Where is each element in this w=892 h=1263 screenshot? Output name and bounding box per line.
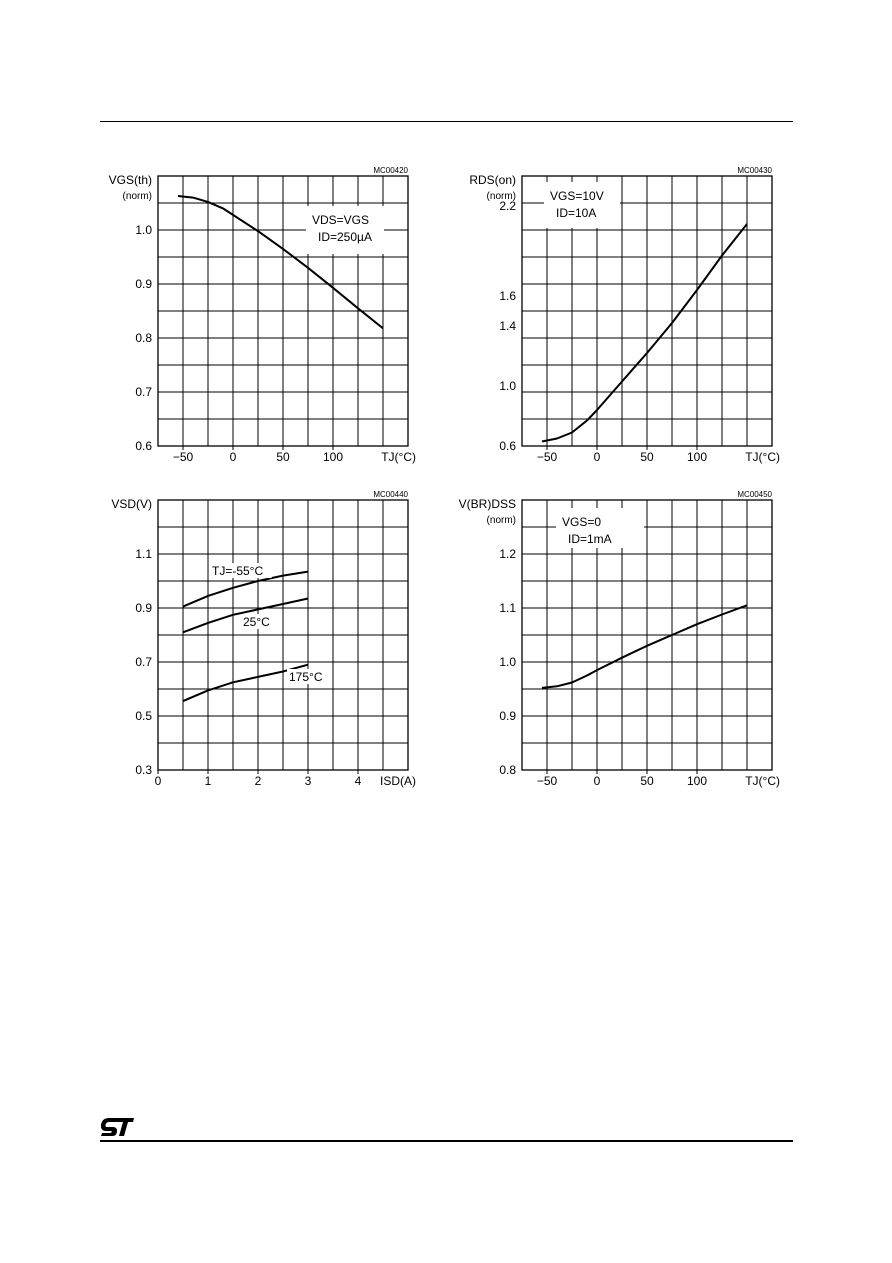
chart-3-x-axis-label: ISD(A) bbox=[380, 774, 416, 788]
chart-1-y-axis-label: VGS(th) bbox=[108, 173, 152, 187]
st-logo-icon bbox=[98, 1116, 136, 1138]
chart-4-y-tick-label: 0.8 bbox=[499, 763, 516, 777]
chart-3-series-label: TJ=-55°C bbox=[212, 564, 264, 578]
chart-4-y-axis-label: V(BR)DSS bbox=[458, 497, 516, 511]
chart-4-annotation-line: ID=1mA bbox=[568, 532, 612, 546]
chart-4-y-axis-label: (norm) bbox=[486, 515, 516, 526]
chart-2-figure-code: MC00430 bbox=[737, 166, 772, 175]
chart-3-y-tick-label: 1.1 bbox=[135, 547, 152, 561]
chart-1-annotation-line: VDS=VGS bbox=[312, 213, 370, 227]
chart-3-x-tick-label: 3 bbox=[304, 774, 312, 788]
chart-4-x-axis-label: TJ(°C) bbox=[745, 774, 780, 788]
chart-4-y-tick-label: 1.0 bbox=[499, 655, 516, 669]
chart-3-x-tick-label: 2 bbox=[254, 774, 262, 788]
chart-4-x-tick-label: 0 bbox=[593, 774, 601, 788]
chart-4-series-line bbox=[542, 605, 747, 688]
chart-1-y-tick-label: 1.0 bbox=[135, 223, 152, 237]
chart-2-x-axis-label: TJ(°C) bbox=[745, 450, 780, 464]
chart-4-x-tick-label: −50 bbox=[536, 774, 558, 788]
chart-2-x-tick-label: 100 bbox=[686, 450, 708, 464]
chart-3-x-tick-label: 1 bbox=[204, 774, 212, 788]
chart-2-y-axis-label: RDS(on) bbox=[469, 173, 516, 187]
chart-4-x-tick-label: 50 bbox=[640, 774, 654, 788]
chart-1-annotation-line: ID=250µA bbox=[318, 230, 372, 244]
chart-3-x-tick-label: 4 bbox=[354, 774, 362, 788]
chart-2-y-axis-label: (norm) bbox=[486, 191, 516, 202]
chart-3-x-tick-label: 0 bbox=[154, 774, 162, 788]
chart-2-annotation-line: VGS=10V bbox=[550, 189, 604, 203]
chart-4-y-tick-label: 1.1 bbox=[499, 601, 516, 615]
chart-1-y-tick-label: 0.6 bbox=[135, 439, 152, 453]
chart-2-y-tick-label: 1.6 bbox=[499, 289, 516, 303]
chart-1-x-tick-label: 50 bbox=[276, 450, 290, 464]
chart-1-x-tick-label: 100 bbox=[322, 450, 344, 464]
chart-2-x-tick-label: 0 bbox=[593, 450, 601, 464]
chart-2-x-tick-label: −50 bbox=[536, 450, 558, 464]
chart-3-y-tick-label: 0.5 bbox=[135, 709, 152, 723]
chart-2-y-tick-label: 0.6 bbox=[499, 439, 516, 453]
chart-1-figure-code: MC00420 bbox=[373, 166, 408, 175]
chart-3-series-label: 25°C bbox=[243, 615, 270, 629]
chart-4-annotation-line: VGS=0 bbox=[562, 515, 602, 529]
chart-2-y-tick-label: 1.0 bbox=[499, 379, 516, 393]
chart-1-x-tick-label: 0 bbox=[229, 450, 237, 464]
chart-2-y-tick-label: 1.4 bbox=[499, 319, 516, 333]
chart-1-y-tick-label: 0.8 bbox=[135, 331, 152, 345]
chart-1-y-tick-label: 0.7 bbox=[135, 385, 152, 399]
chart-2-x-tick-label: 50 bbox=[640, 450, 654, 464]
chart-3-y-axis-label: VSD(V) bbox=[111, 497, 152, 511]
chart-2-annotation-line: ID=10A bbox=[556, 206, 597, 220]
chart-4-x-tick-label: 100 bbox=[686, 774, 708, 788]
chart-3-y-tick-label: 0.3 bbox=[135, 763, 152, 777]
chart-1-x-tick-label: −50 bbox=[172, 450, 194, 464]
footer-rule bbox=[100, 1140, 793, 1142]
chart-3-y-tick-label: 0.9 bbox=[135, 601, 152, 615]
chart-4-y-tick-label: 1.2 bbox=[499, 547, 516, 561]
chart-1-y-tick-label: 0.9 bbox=[135, 277, 152, 291]
chart-3-series-label: 175°C bbox=[289, 670, 323, 684]
chart-1-x-axis-label: TJ(°C) bbox=[381, 450, 416, 464]
chart-3-figure-code: MC00440 bbox=[373, 490, 408, 499]
chart-2-y-tick-label: 2.2 bbox=[499, 199, 516, 213]
chart-4-figure-code: MC00450 bbox=[737, 490, 772, 499]
chart-3-y-tick-label: 0.7 bbox=[135, 655, 152, 669]
chart-4-y-tick-label: 0.9 bbox=[499, 709, 516, 723]
chart-1-y-axis-label: (norm) bbox=[122, 191, 152, 202]
